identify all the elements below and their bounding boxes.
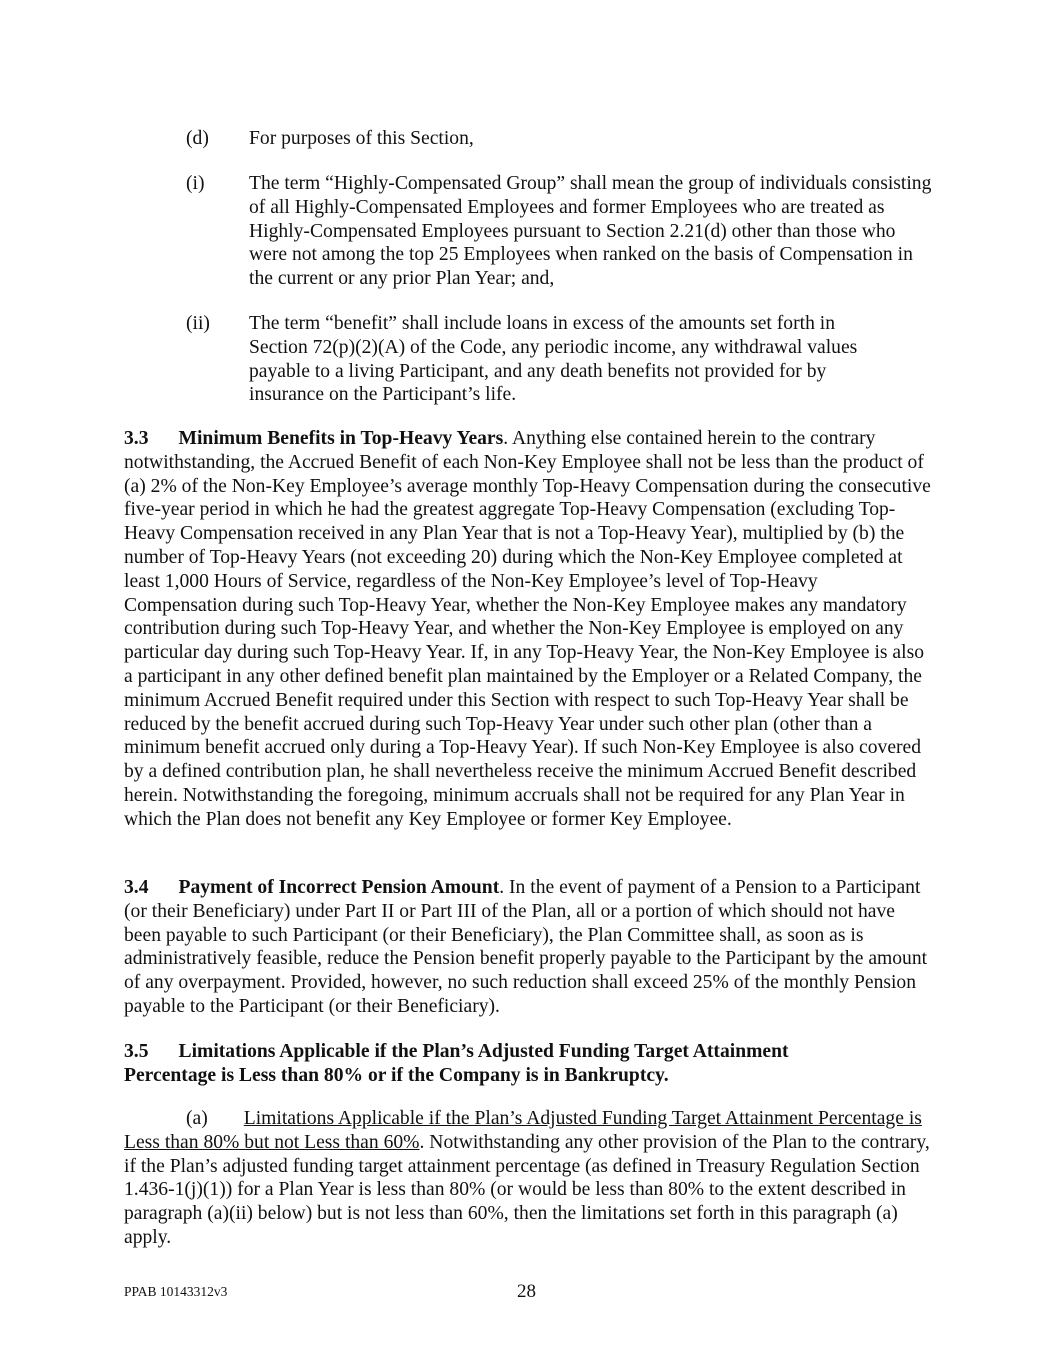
item-i-text: The term “Highly-Compensated Group” shall mean the group of individuals consisting of all Highly-Compensated Employees and former Employees who are treated as Highly-Compensated Employees pursuant to Section 2.21(d) other than those who were not among the top 25 Employees when ranked on the basis of Compensation in the current or any prior Plan Year; and, [249, 173, 932, 290]
subsection-a-marker: (a) [186, 1108, 208, 1129]
section-3-4-heading: Payment of Incorrect Pension Amount [178, 877, 500, 898]
section-3-4-number: 3.4 [124, 877, 149, 898]
section-3-5-number: 3.5 [124, 1041, 149, 1062]
section-3-5-heading [124, 1040, 932, 1088]
page-number: 28 [517, 1281, 536, 1302]
subsection-a-body: . Notwithstanding any other provision of the Plan to the contrary, if the Plan’s adjusted funding target attainment percentage (as defined in Treasury Regulation Section 1.436-1(j)(1)) for a Plan Year is less than 80% (or would be less than 80% to the extent described in paragraph (a)(ii) below) but is not less than 60%, then the limitations set forth in this paragraph (a) apply. [124, 1131, 930, 1248]
section-3-3-heading: Minimum Benefits in Top-Heavy Years [178, 428, 504, 449]
section-3-5-heading-line2: Percentage is Less than 80% or if the Company is in Bankruptcy. [124, 1064, 669, 1086]
subsection-a [124, 1107, 932, 1250]
section-3-3-number: 3.3 [124, 428, 149, 449]
subsection-a-title: Limitations Applicable if the Plan’s Adjusted Funding Target Attainment Percentage is Less than 80% but not Less than 60% [124, 1108, 922, 1153]
item-ii-marker: (ii) [186, 313, 210, 334]
section-3-4-body: . In the event of payment of a Pension to a Participant (or their Beneficiary) under Part II or Part III of the Plan, all or a portion of which should not have been payable to such Participant (or their Beneficiary), the Plan Committee shall, as soon as is administratively feasible, reduce the Pension benefit properly payable to the Participant by the amount of any overpayment. Provided, however, no such reduction shall exceed 25% of the monthly Pension payable to the Participant (or their Beneficiary). [124, 877, 928, 1017]
section-3-3 [124, 427, 932, 832]
item-ii-text: The term “benefit” shall include loans in excess of the amounts set forth in Section 72(p)(2)(A) of the Code, any periodic income, any withdrawal values payable to a living Participant, and any death benefits not provided for by insurance on the Participant’s life. [249, 313, 858, 406]
footer-document-id: PPAB 10143312v3 [124, 1284, 228, 1299]
item-i-marker: (i) [186, 173, 205, 194]
subsection-d-marker: (d) [186, 128, 209, 149]
section-3-3-body: . Anything else contained herein to the contrary notwithstanding, the Accrued Benefit of each Non-Key Employee shall not be less than the product of (a) 2% of the Non-Key Employee’s average monthly Top-Heavy Compensation during the consecutive five-year period in which he had the greatest aggregate Top-Heavy Compensation (excluding Top-Heavy Compensation received in any Plan Year that is not a Top-Heavy Year), multiplied by (b) the number of Top-Heavy Years (not exceeding 20) during which the Non-Key Employee completed at least 1,000 Hours of Service, regardless of the Non-Key Employee’s level of Top-Heavy Compensation during such Top-Heavy Year, whether the Non-Key Employee makes any mandatory contribution during such Top-Heavy Year, and whether the Non-Key Employee is employed on any particular day during such Top-Heavy Year. If, in any Top-Heavy Year, the Non-Key Employee is also a participant in any other defined benefit plan maintained by the Employer or a Related Company, the minimum Accrued Benefit required under this Section with respect to such Top-Heavy Year shall be reduced by the benefit accrued during such Top-Heavy Year under such other plan (other than a minimum benefit accrued only during a Top-Heavy Year). If such Non-Key Employee is also covered by a defined contribution plan, he shall nevertheless receive the minimum Accrued Benefit described herein. Notwithstanding the foregoing, minimum accruals shall not be required for any Plan Year in which the Plan does not benefit any Key Employee or former Key Employee. [124, 428, 931, 830]
section-3-4 [124, 876, 932, 1019]
section-3-5-heading-line1: Limitations Applicable if the Plan’s Adjusted Funding Target Attainment [178, 1041, 789, 1062]
subsection-d-text: For purposes of this Section, [249, 128, 474, 149]
